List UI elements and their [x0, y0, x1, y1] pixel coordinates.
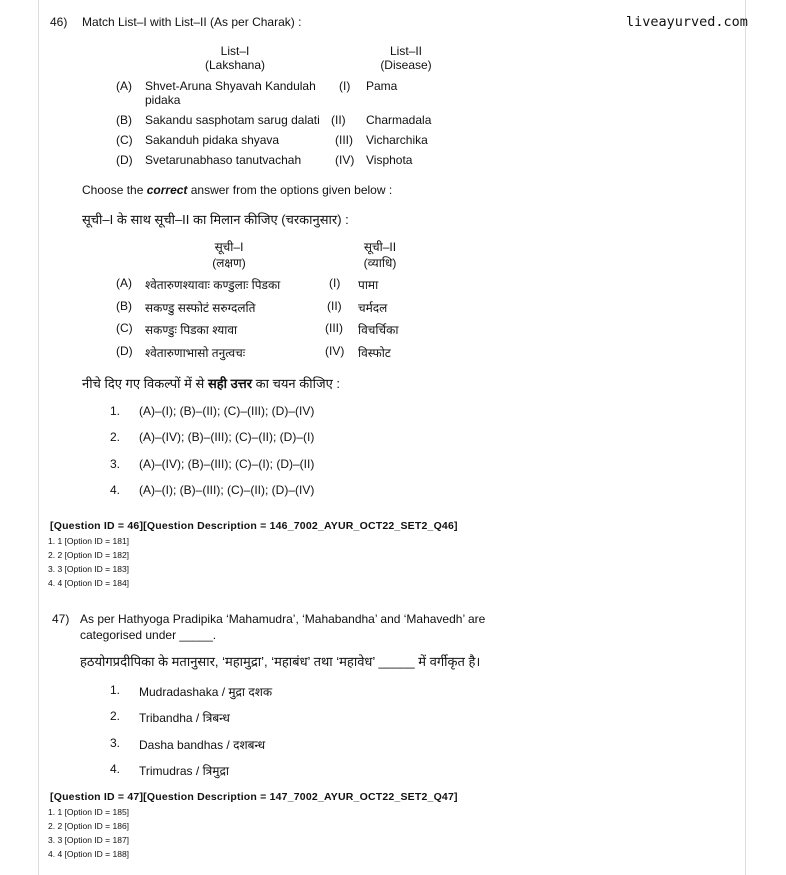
- question-47-text-hi: हठयोगप्रदीपिका के मतानुसार, ‘महामुद्रा’, ‘महाबंध’ तथा ‘महावेध’ _____ में वर्गीकृत है।: [80, 654, 481, 669]
- list1-heading-hi: सूची–I: [214, 240, 244, 254]
- option-number: 1.: [110, 683, 121, 697]
- list1-item: Sakanduh pidaka shyava: [145, 133, 280, 147]
- option-id-line: 3. 3 [Option ID = 183]: [48, 564, 130, 574]
- list1-item: Sakandu sasphotam sarug dalati: [145, 113, 320, 127]
- question-47-text-en-line1: As per Hathyoga Pradipika ‘Mahamudra’, ‘Mahabandha’ and ‘Mahavedh’ are: [80, 612, 486, 626]
- option-text[interactable]: Tribandha / त्रिबन्ध: [139, 711, 230, 725]
- list2-item: Visphota: [366, 153, 413, 167]
- question-46-meta: [Question ID = 46][Question Description = 146_7002_AYUR_OCT22_SET2_Q46]: [50, 520, 458, 532]
- option-number: 1.: [110, 404, 121, 418]
- list1-subheading-hi: (लक्षण): [212, 256, 246, 270]
- option-text[interactable]: Trimudras / त्रिमुद्रा: [139, 764, 229, 778]
- question-47-number: 47): [52, 612, 70, 626]
- row-label: (B): [116, 299, 132, 313]
- list1-subheading: (Lakshana): [204, 58, 266, 72]
- row-numeral: (IV): [335, 153, 355, 167]
- option-text[interactable]: (A)–(IV); (B)–(III); (C)–(I); (D)–(II): [139, 457, 315, 471]
- list2-item: Pama: [366, 79, 398, 93]
- list1-item-hi: सकण्डुः पिडका श्यावा: [145, 323, 238, 337]
- row-numeral: (I): [329, 276, 341, 290]
- option-id-line: 3. 3 [Option ID = 187]: [48, 835, 130, 845]
- watermark: liveayurved.com: [626, 14, 748, 30]
- row-label: (C): [116, 321, 133, 335]
- row-label: (B): [116, 113, 132, 127]
- question-47-meta: [Question ID = 47][Question Description = 147_7002_AYUR_OCT22_SET2_Q47]: [50, 791, 458, 803]
- list2-subheading-hi: (व्याधि): [363, 256, 397, 270]
- list1-item-continuation: pidaka: [145, 93, 181, 107]
- option-id-line: 4. 4 [Option ID = 184]: [48, 578, 130, 588]
- row-numeral: (III): [335, 133, 353, 147]
- row-numeral: (II): [327, 299, 342, 313]
- question-47-text-en-line2: categorised under _____.: [80, 628, 217, 642]
- option-text[interactable]: (A)–(I); (B)–(III); (C)–(II); (D)–(IV): [139, 483, 315, 497]
- option-number: 2.: [110, 709, 121, 723]
- list1-item: Shvet-Aruna Shyavah Kandulah: [145, 79, 316, 93]
- option-text[interactable]: Mudradashaka / मुद्रा दशक: [139, 685, 273, 699]
- list1-item-hi: सकण्डु सस्फोटं सरुग्दलति: [145, 301, 256, 315]
- list1-item: Svetarunabhaso tanutvachah: [145, 153, 302, 167]
- list2-heading: List–II: [389, 44, 422, 58]
- list2-item-hi: विचर्चिका: [358, 323, 399, 337]
- question-46-text-hi: सूची–I के साथ सूची–II का मिलान कीजिए (चरकानुसार) :: [82, 212, 349, 227]
- option-text[interactable]: (A)–(IV); (B)–(III); (C)–(II); (D)–(I): [139, 430, 315, 444]
- option-text[interactable]: (A)–(I); (B)–(II); (C)–(III); (D)–(IV): [139, 404, 315, 418]
- row-numeral: (IV): [325, 344, 345, 358]
- question-46-number: 46): [50, 15, 68, 29]
- choose-instruction-hi: नीचे दिए गए विकल्पों में से सही उत्तर का चयन कीजिए :: [82, 376, 341, 391]
- list2-heading-hi: सूची–II: [363, 240, 397, 254]
- list2-item-hi: पामा: [358, 278, 379, 292]
- row-label: (C): [116, 133, 133, 147]
- list2-item-hi: चर्मदल: [358, 301, 388, 315]
- row-numeral: (I): [339, 79, 351, 93]
- list2-item: Charmadala: [366, 113, 432, 127]
- option-id-line: 1. 1 [Option ID = 185]: [48, 807, 130, 817]
- option-number: 3.: [110, 457, 121, 471]
- option-number: 4.: [110, 762, 121, 776]
- list2-item-hi: विस्फोट: [358, 346, 391, 360]
- list1-heading: List–I: [220, 44, 250, 58]
- row-label: (A): [116, 79, 132, 93]
- option-number: 2.: [110, 430, 121, 444]
- option-id-line: 2. 2 [Option ID = 182]: [48, 550, 130, 560]
- option-text[interactable]: Dasha bandhas / दशबन्ध: [139, 738, 266, 752]
- list2-item: Vicharchika: [366, 133, 428, 147]
- row-numeral: (III): [325, 321, 343, 335]
- choose-instruction-en: Choose the correct answer from the options given below :: [82, 183, 393, 197]
- question-46-text-en: Match List–I with List–II (As per Charak) :: [82, 15, 302, 29]
- option-id-line: 4. 4 [Option ID = 188]: [48, 849, 130, 859]
- row-numeral: (II): [331, 113, 346, 127]
- list2-subheading: (Disease): [380, 58, 432, 72]
- row-label: (D): [116, 344, 133, 358]
- row-label: (A): [116, 276, 132, 290]
- list1-item-hi: श्वेतारुणश्यावाः कण्डुलाः पिडका: [145, 278, 281, 292]
- option-number: 3.: [110, 736, 121, 750]
- list1-item-hi: श्वेतारुणाभासो तनुत्वचः: [145, 346, 246, 360]
- row-label: (D): [116, 153, 133, 167]
- option-id-line: 1. 1 [Option ID = 181]: [48, 536, 130, 546]
- option-number: 4.: [110, 483, 121, 497]
- option-id-line: 2. 2 [Option ID = 186]: [48, 821, 130, 831]
